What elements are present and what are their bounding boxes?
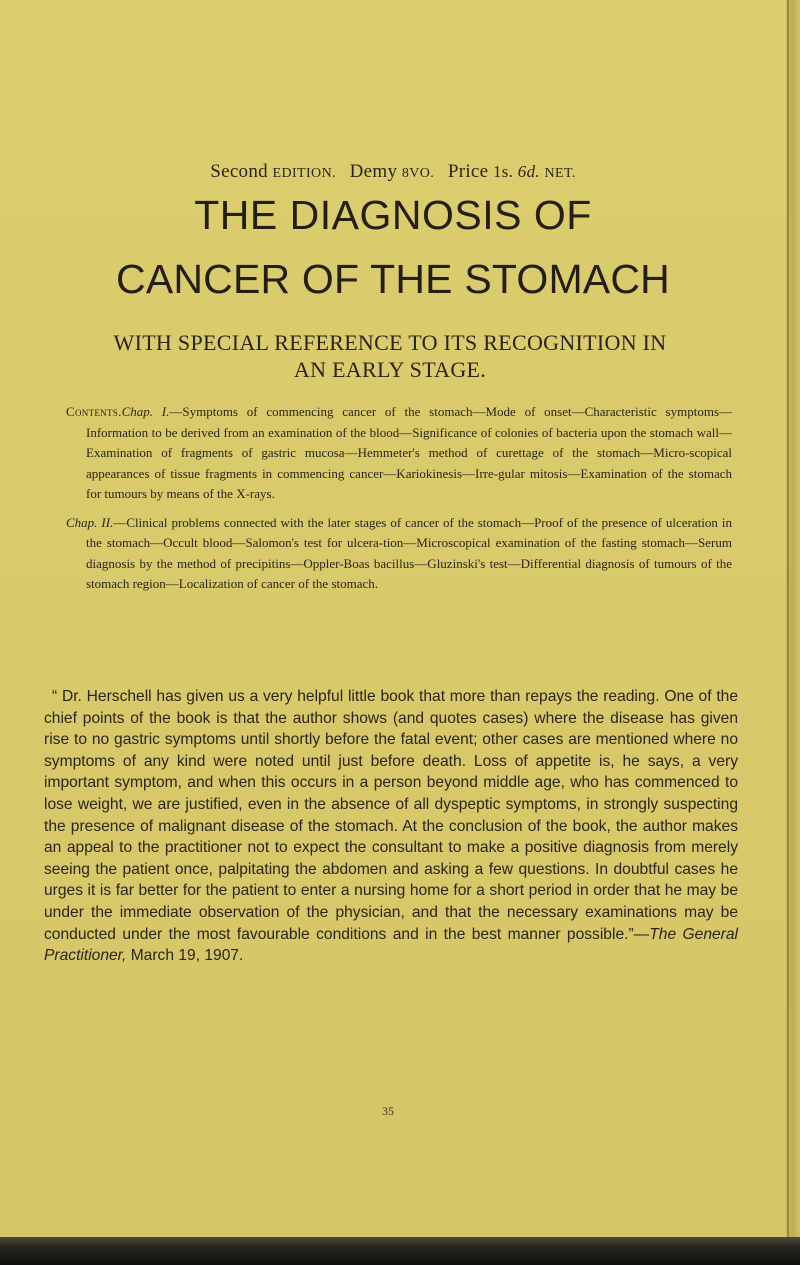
chapter-2-label: Chap. II. <box>66 514 114 530</box>
contents-label: Contents. <box>66 404 122 419</box>
book-subtitle <box>40 329 740 383</box>
book-title-line-1: THE DIAGNOSIS OF <box>194 192 592 238</box>
chapter-1-text: —Symptoms of commencing cancer of the stomach—Mode of onset—Characteristic symptoms—Information to be derived from an examination of the blood—Significance of colonies of bacteria upon the stomach wall—Examination of fragments of gastric mucosa—Hemmeter's method of curettage of the stomach—Micro-scopical appearances of tissue fragments in commencing cancer—Kariokinesis—Irre-gular mitosis—Examination of the stomach for tumours by means of the X-rays. <box>86 404 733 501</box>
contents-chapter-2 <box>66 513 732 595</box>
book-title-line-2: CANCER OF THE STOMACH <box>116 256 670 302</box>
chapter-1-label: Chap. I. <box>121 404 170 419</box>
page-number: 35 <box>382 1104 394 1118</box>
contents-section <box>66 402 732 595</box>
review-source: The General Practitioner, <box>44 925 738 965</box>
page-bottom-dark-strip <box>0 1237 800 1265</box>
edition-price-shillings: 1s. <box>492 162 514 181</box>
edition-line <box>0 161 786 183</box>
edition-demy: Demy <box>349 161 398 182</box>
chapter-2-text: —Clinical problems connected with the later stages of cancer of the stomach—Proof of the presence of ulceration in the stomach—Occult blood—Salomon's test for ulcera-tion—Microscopical examination of the fasting stomach—Serum diagnosis by the method of precipitins—Oppler-Boas bacillus—Gluzinski's test—Differential diagnosis of tumours of the stomach region—Localization of cancer of the stomach. <box>86 514 732 591</box>
contents-chapter-1 <box>66 402 732 505</box>
edition-second: Second <box>210 161 268 182</box>
page-right-border-line <box>787 0 789 1265</box>
edition-word: EDITION. <box>272 166 336 181</box>
review-paragraph <box>44 686 738 967</box>
edition-price-label: Price <box>447 161 489 182</box>
review-quote <box>44 686 738 967</box>
subtitle-line-1: WITH SPECIAL REFERENCE TO ITS RECOGNITION IN <box>113 330 667 355</box>
edition-net: NET. <box>544 166 576 181</box>
review-text: “ Dr. Herschell has given us a very helpful little book that more than repays the reading. One of the chief points of the book is that the author shows (and quotes cases) where the disease has given rise to no gastric symptoms until shortly before the fatal event; other cases are mentioned where no symptoms of any kind were noted until just before death. Loss of appetite is, he says, a very important symptom, and when this occurs in a person beyond middle age, who has commenced to lose weight, we are justified, even in the absence of all dyspeptic symptoms, in strongly suspecting the presence of malignant disease of the stomach. At the conclusion of the book, the author makes an appeal to the practitioner not to expect the consultant to make a positive diagnosis from merely seeing the patient once, palpitating the abdomen and asking a few questions. In doubtful cases he urges it is far better for the patient to enter a nursing home for a short period in order that he may be under the immediate observation of the physician, and that the necessary examinations may be conducted under the most favourable conditions and in the best manner possible.”— <box>44 688 738 943</box>
edition-price-pence: 6d. <box>517 162 540 181</box>
review-date: March 19, 1907. <box>130 947 244 965</box>
subtitle-line-2: AN EARLY STAGE. <box>293 357 487 382</box>
edition-format: 8VO. <box>401 166 435 181</box>
